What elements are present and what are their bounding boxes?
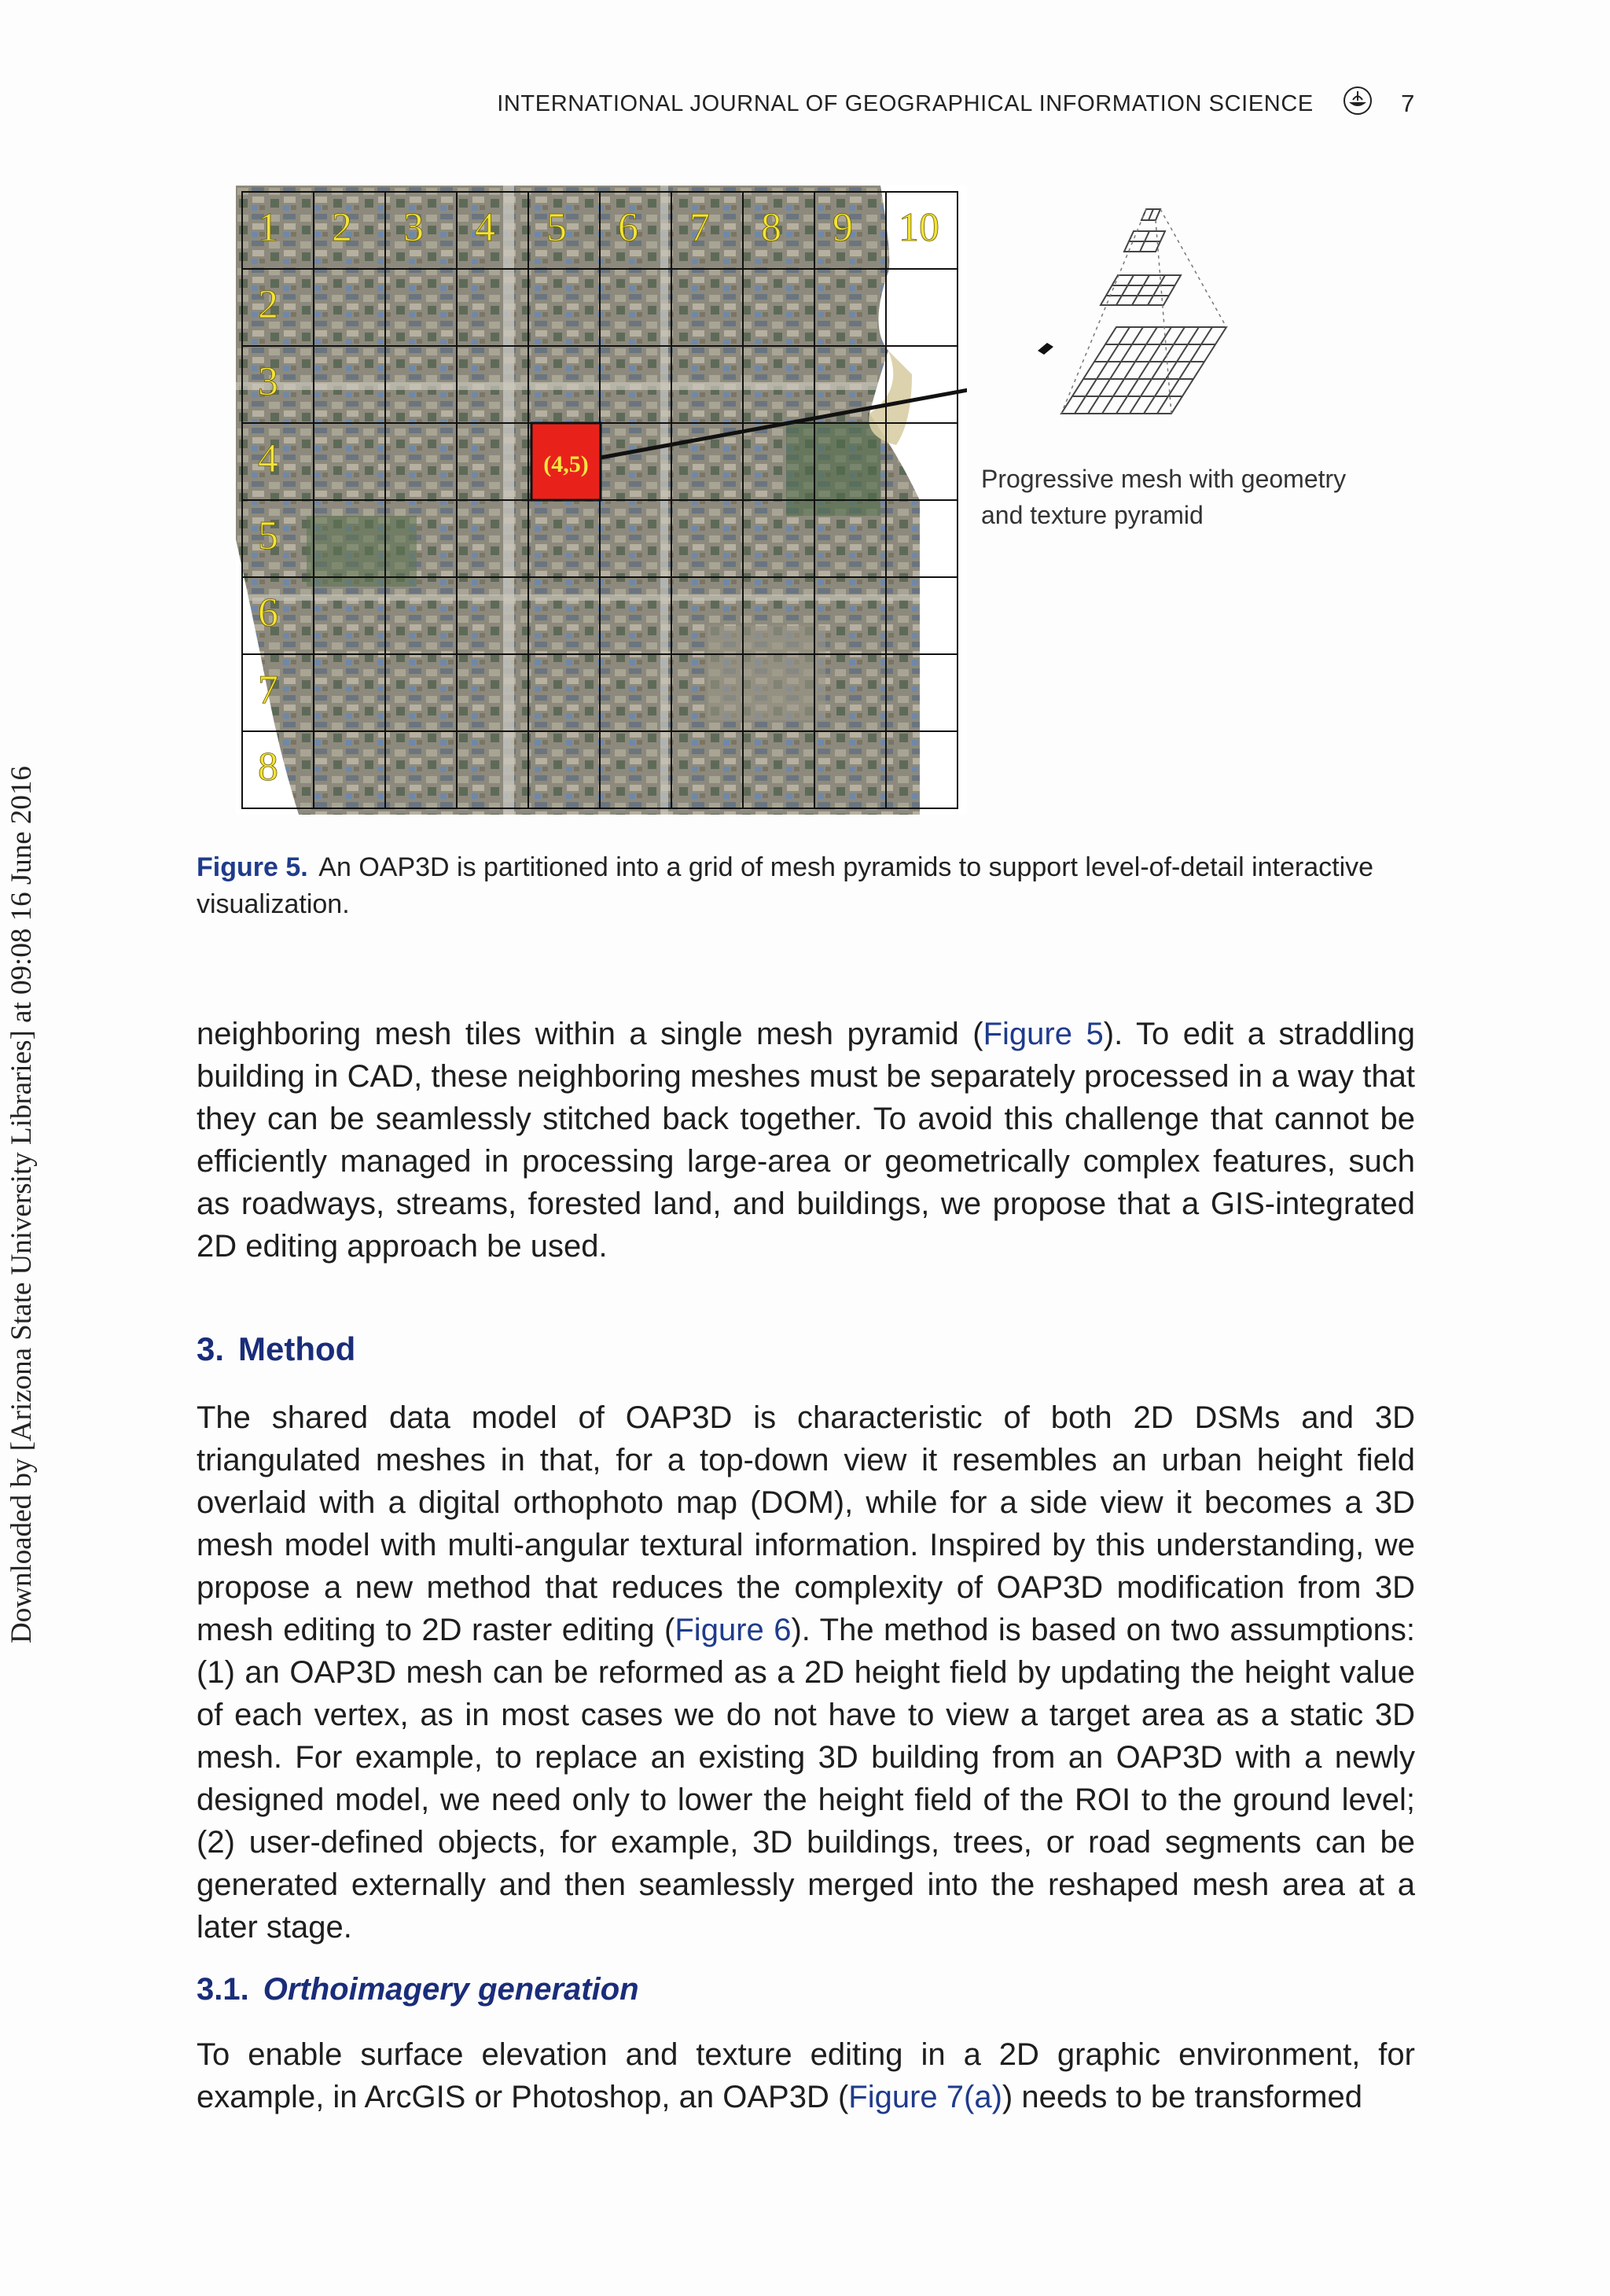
arrow-head-icon xyxy=(1038,343,1053,355)
row-label: 2 xyxy=(258,282,278,327)
annotation-line: Progressive mesh with geometry xyxy=(981,465,1347,493)
row-label: 8 xyxy=(258,745,278,789)
subsection-heading xyxy=(197,1972,639,2007)
section-heading xyxy=(197,1330,355,1368)
column-label: 4 xyxy=(475,205,495,250)
figure-reference-link[interactable]: Figure 5 xyxy=(983,1017,1104,1051)
column-label: 7 xyxy=(689,205,710,250)
figure-reference-link[interactable]: Figure 7(a) xyxy=(848,2080,1002,2114)
publisher-logo-icon xyxy=(1342,85,1373,123)
caption-number: Figure 5. xyxy=(197,852,308,882)
figure-reference-link[interactable]: Figure 6 xyxy=(675,1613,792,1647)
column-label: 9 xyxy=(833,205,853,250)
running-head xyxy=(0,85,1415,123)
paragraph: The shared data model of OAP3D is characteristic of both 2D DSMs and 3D triangulated meshes in that, for a top-down view it resembles an urban height field overlaid with a digital orthophoto map (DOM), while for a side view it becomes a 3D mesh model with multi-angular textural information. Inspired by this understanding, we propose a new method that reduces the complexity of OAP3D modification from 3D mesh editing to 2D raster editing (Figure 6). The method is based on two assumptions: (1) an OAP3D mesh can be reformed as a 2D height field by updating the height value of each vertex, as in most cases we do not have to view a target area as a static 3D mesh. For example, to replace an existing 3D building from an OAP3D with a newly designed model, we need only to lower the height field of the ROI to the ground level; (2) user-defined objects, for example, 3D buildings, trees, or road segments can be generated externally and then seamlessly merged into the reshaped mesh area at a later stage. xyxy=(197,1400,1416,1945)
row-label: 5 xyxy=(258,513,278,558)
row-label: 4 xyxy=(258,436,278,481)
mesh-pyramid-diagram xyxy=(1006,186,1384,437)
section-title: Orthoimagery generation xyxy=(263,1972,639,2007)
column-label: 3 xyxy=(403,205,424,250)
figure-caption xyxy=(197,849,1415,923)
download-watermark: Downloaded by [Arizona State University Libraries] at 09:08 16 June 2016 xyxy=(6,766,38,1643)
row-label: 6 xyxy=(258,591,278,635)
column-label: 1 xyxy=(258,205,278,250)
section-number: 3.1. xyxy=(197,1972,249,2007)
caption-text: An OAP3D is partitioned into a grid of mesh pyramids to support level-of-detail interactive visualization. xyxy=(197,852,1374,919)
row-label: 3 xyxy=(258,359,278,404)
highlighted-tile-label: (4,5) xyxy=(543,451,589,477)
paragraph: To enable surface elevation and texture editing in a 2D graphic environment, for example, in ArcGIS or Photoshop, an OAP3D (Figure 7(a)) needs to be transformed xyxy=(197,2037,1415,2114)
paragraph: neighboring mesh tiles within a single mesh pyramid (Figure 5). To edit a straddling building in CAD, these neighboring meshes must be separately processed in a way that they can be seamlessly stitched back together. To avoid this challenge that cannot be efficiently managed in processing large-area or geometrically complex features, such as roadways, streams, forested land, and buildings, we propose that a GIS-integrated 2D editing approach be used. xyxy=(197,1017,1415,1264)
column-label: 10 xyxy=(899,205,939,250)
page-number: 7 xyxy=(1401,90,1415,117)
column-label: 6 xyxy=(618,205,638,250)
row-label: 7 xyxy=(258,668,278,712)
figure-annotation xyxy=(981,461,1390,533)
section-title: Method xyxy=(238,1330,356,1367)
orthophoto-grid-map xyxy=(236,186,967,815)
journal-title: INTERNATIONAL JOURNAL OF GEOGRAPHICAL INFORMATION SCIENCE xyxy=(497,90,1314,116)
section-number: 3. xyxy=(197,1330,225,1367)
column-label: 8 xyxy=(761,205,781,250)
annotation-line: and texture pyramid xyxy=(981,501,1204,529)
column-label: 2 xyxy=(332,205,352,250)
figure-5 xyxy=(236,186,1384,815)
column-label: 5 xyxy=(546,205,567,250)
